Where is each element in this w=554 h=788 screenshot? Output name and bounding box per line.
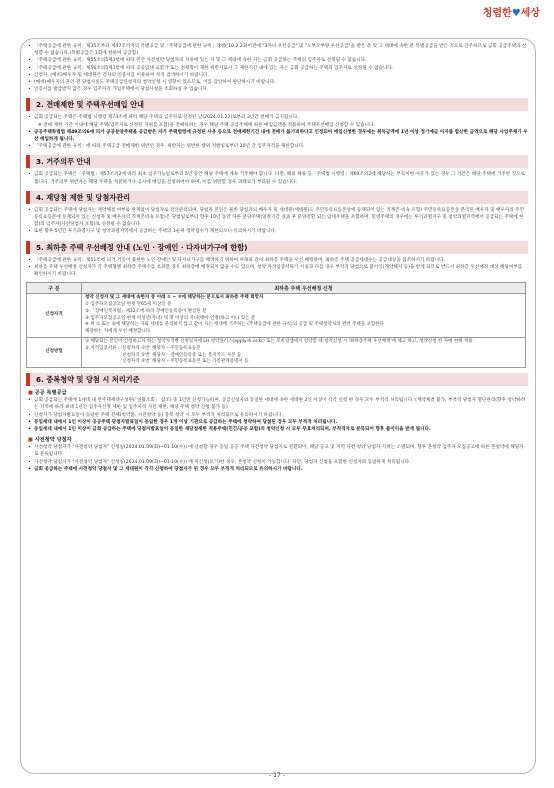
section-bullet: • 신청자가 당첨자발표일이 동일한 주택 전체(청약홈, 사전청약 등) 중복 청약 시 모두 부적격 처리되므로 유의하시기 바랍니다. <box>26 412 528 419</box>
table-line: ③ 입주자모집공고일 현재 미성년(자녀) 세 명 이상의 자녀(태아 인정)하고 이나 있는 분 <box>85 315 256 321</box>
section-heading: 5. 최하층 주택 우선배정 안내 (노인 · 장애인 · 다자녀가구에 한함) <box>26 241 528 254</box>
section-bullet: • 「주택공급에 관한 규칙」에 따라 주택공급 전매제한 위반된 경우, 위반자는 위반한 행위 적발일로부터 10년 간 입주자격을 제한합니다. <box>26 143 528 150</box>
section-bullet: • 또한 향후 5년간 투기과열지구 및 청약과열지역에서 공급하는 주택의 1순위 청약접수가 제한되오니 유의하시기 바랍니다. <box>26 228 528 235</box>
section-note: ※ 전매 제한 기간 이내에 해당 주택(입주자로 선정된 지위를 포함)을 전매하려는 경우 해당 주택 공급주체에 따른 매입금액을 적용하여 주택우선매입 신청할 수 있습니다. <box>38 122 375 128</box>
subsection-heading: ■ 공공 특별공급 <box>26 389 528 397</box>
intro-bullet: • (예비)배우자의 혼인 전 당첨사실도 주택공급신청자의 청약신청 시 영향이 있으므로, 이를 감안하여 판단하시기 바랍니다. <box>26 79 528 86</box>
table-row <box>27 294 526 338</box>
section-bullet: • 동일세대 내에서 1인 이상이 금회 공급하는 주택에 당첨자발표일이 동일한 재당첨제한 적용주택(민간/공공 포함)의 청약신청 시 모두 무효처리되며, 부적격자로 분류되어 향후 불이익을 받게 됩니다. <box>26 426 528 433</box>
intro-bullet: • 인증서를 발급받지 않은 경우 입주자격 가입주택에서 당첨사실을 조회하실 수 있습니다. <box>26 86 528 93</box>
table-line: ② 「장애인복지법」제32조에 따라 장애인등록증이 발급된 분 <box>85 308 207 314</box>
section-bullet: • 사전청약 당첨자가 "사전청약 당첨자" 신청일(2024.01.09(화)~01.10(수)) 에 미신청(포기)한 경우, 본청약 신청이 가능합니다. 다만, 당첨자 신청을 포함한 신청자와 동일하게 처리됩니다. <box>26 459 528 466</box>
section-heading: 4. 재당첨 제한 및 당첨자관리 <box>26 191 528 204</box>
section-heading: 2. 전매제한 및 주택우선매입 안내 <box>26 98 528 111</box>
section-bullet: • 금회 공급되는 주택은 주택법 시행령 제73조에 따라 해당 주택의 입주자로 선정된 날(2024.01.22)로부터 3년간 전매가 금지됩니다. <box>26 114 528 121</box>
priority-table <box>26 282 526 368</box>
row-label: 신청자격 <box>27 294 82 338</box>
section-bullet: • 금회 공급되는 주택에 당첨자는 계약체결 여부와 관계없이 당첨자로 전산관리되며, 당첨자 본인은 물론 당첨자의 배우자 및 세대원(세대원)도 주민등록표등본상에 등재되어 있는 직계존·비속 포함) 주민등록표등본상 분리된 배우자 및 배우자의 주민등록표등본에 등재되어 있는 신청자 및 배우자의 직계존비속 포함)은 당첨일로부터 향후 10년 동안 다른 분양주택(일정기간 경과 후 분양전환 되는 임대주택을 포함하며, 민영주택의 경우에는 투기과열지구 및 청약과열지역에서 공급되는 주택에 한함)의 입주자(사전당첨자 포함)로 선정될 수 없습니다. <box>26 207 528 229</box>
intro-bullet: • 「주택공급에 관한 규칙」제56조의5제1항에 따라 공공임대 교환가 또는 전세형이 제한 위반자로서 그 제한기간 내에 있는 자는 금회 공급하는 주택의 입주자로 선정될 수 없습니다. <box>26 65 528 72</box>
table-line: 해당하는 자에게 우선 배정합니다. <box>85 329 152 335</box>
section-heading: 3. 거주의무 안내 <box>26 155 528 168</box>
section-bullet: • 사전청약 당첨자가 "사전청약 당첨자" 신청일(2024.01.09(화)~01.10(수)) 에 신청할 경우 동일 공공 주택 사전청약 당첨자로 전환되어, 해당 공고 및 지역 사전 청약 당첨자 지위는 소멸되며, 향후 본청약 입주자 모집공고에 따른 본청약에 해당자로 분류됩니다. <box>26 444 528 458</box>
document-body <box>26 43 528 473</box>
intro-bullet: • 「주택공급에 관한 규칙」제35조부터 제47조까지의 특별공급 및「주택공급에 관한 규칙」개정('10.2.23)이전에 "3자녀 우선공급" 및 "노부모부양 우선공급"을 받은 분 및 그 세대에 속한 분 특별공급을 받은 것으로 간주하므로 금회 공급주택의 신청할 수 없습니다.(특별공급은 1회에 한하여 공급함) <box>26 43 528 57</box>
section-bullet: • 금회 공급되는 주택에 1세대 내 무주택세대구성원(「일괄조회」 참조) 중 1인만 신청가능하며, 공급신청자와 동일한 세대에 속한 세대원 2인 이상이 각각 신청 한 경우 모두 부적격 처리됩니다. (계약체결 불가, 부적격 당첨자 명단관리(향후 청약하려는 지역에 따라 최대 1년간 입주자선정 제한 및 입주자격 사전 제한, 해당 주택 청약 신청 불가 등) <box>26 397 528 411</box>
row-content <box>82 338 526 368</box>
table-line: ② 자격입증서류 : '신청자격 ①번' 해당자 – 주민등록표등본 <box>85 345 201 351</box>
section-heading: 6. 중복청약 및 당첨 시 처리기준 <box>26 373 528 386</box>
table-header: 최하층 주택 우선배정 신청 <box>82 283 526 294</box>
table-line: '신청자격 ③번' 해당자 – 주민등록표등본 또는 가족관계증명서 등 <box>121 359 249 365</box>
section-bullet: • 금회 공급하는 주택에 사전청약 당첨자 및 그 세대원이 각각 신청하여 당첨자가 된 경우 모두 부적격 처리되므로 유의하시기 바랍니다. <box>26 466 528 473</box>
section-bullet: • 공공주택특별법 제49조의6에 의거 공공분양주택을 공급받은 자가 주택법령에 규정된 사유 등으로 전매제한기간 내에 전매가 불가피하다고 인정되어 매입신청한 경우에는 취득금액에 1년 이상 정기예금 이자를 합산한 금액으로 해당 사업주체가 우선 매입하게 됩니다. <box>26 129 528 143</box>
row-content <box>82 294 526 338</box>
section-bullet: • 동일세대 내에서 1인 이상이 공공주택 당첨자발표일이 동일한 경우 1개 이상 기관으로 공급하는 주택에 청약하여 당첨된 경우 모두 부적격 처리됩니다. <box>26 419 528 426</box>
table-header: 구 분 <box>27 283 82 294</box>
table-line: 청약 신청자 및 그 세대에 속한자 중 아래 ① ~ ③에 해당하는 분으로서 최하층 주택 희망자 <box>85 295 264 301</box>
section-bullet: • 최하층 주택 우선배정 신청자가 각 주택형별 최하층 주택수를 초과할 경우 최하층에 배정되지 않을 수도 있으며, 청약 자격임증서류가 서실과 다를 경우 부적격 당첨으로 불이익(계약해지 등)을 받게 되므로 반드시 최하층 우선배정 대상 해당여부를 확인하시기 바랍니다. <box>26 264 528 278</box>
row-label: 신청방법 <box>27 338 82 368</box>
table-line: ① 입주자모집공고일 현재 만65세 이상인 분 <box>85 302 172 308</box>
table-line: ※ 위 ① 또는 ②에 해당하는 자와 세대를 분리하지 않고 같이 사는 세대에 거주하는 (주택공급에 관한 규칙)의 공급 및 주택청약처의 관련 주택을 포함한다 <box>85 322 384 328</box>
page-number: - 17 - <box>269 772 285 779</box>
table-line: ① 해당되는 본인이 신청하고자 하는 청약자격별 신청일자에 LH 청약플러스(apply.lh.or.kr) 또는 모바일앱에서 청약할 때 청약신청 시 '최하층주택 우선배정'에 체크 하고, 청약신청 한 자에 한해 적용 <box>85 339 473 345</box>
subsection-heading: ■ 사전청약 당첨자 <box>26 436 528 444</box>
intro-bullet: • 「주택공급에 관한 규칙」제55조의5제1항에 따라 민간 사전청약 당첨자의 지위에 있는 자 및 그 세대에 속한 자는 금회 공급하는 주택의 입주자로 선정될 수 없습니다. <box>26 57 528 64</box>
section-bullet: • 「주택공급에 관한 규칙」제51조에 의거 거동이 불편한 노인·장애인 및 다자녀가구를 배려하기 위하여 아래와 같이 최하층 주택을 우선 배정하며, 최하층 주택 공급세대수는 공급대상을 참조하시기 바랍니다. <box>26 257 528 264</box>
intro-bullet: • 신청자, (예비)배우자 및 세대원은 각자의 인증서를 이용하여 자격 검색하시기 바랍니다. <box>26 72 528 79</box>
logo: 청렴한♥세상 <box>482 8 540 19</box>
table-row <box>27 338 526 368</box>
section-bullet: • 금회 공급되는 주택은「주택법」제57조의2에 따라 최초 입주가능일로부터 5년 동안 해당 주택에 계속 거주해야 합니다. 다만, 해외 체류 등「주택법 시행령」제60조의2에 해당하는 부득이한 사유가 있는 경우 그 기간은 해당 주택에 거주한 것으로 봅니다. 거주의무 위반자는 해당 주택을 처분하거나 공사에 매입을 신청하여야 하며, 이를 위반할 경우 과태료가 부과될 수 있습니다. <box>26 171 528 185</box>
table-line: '신청자격 ②번' 해당자 – 장애인등록증 또는 복지카드 사본 등 <box>121 352 242 358</box>
